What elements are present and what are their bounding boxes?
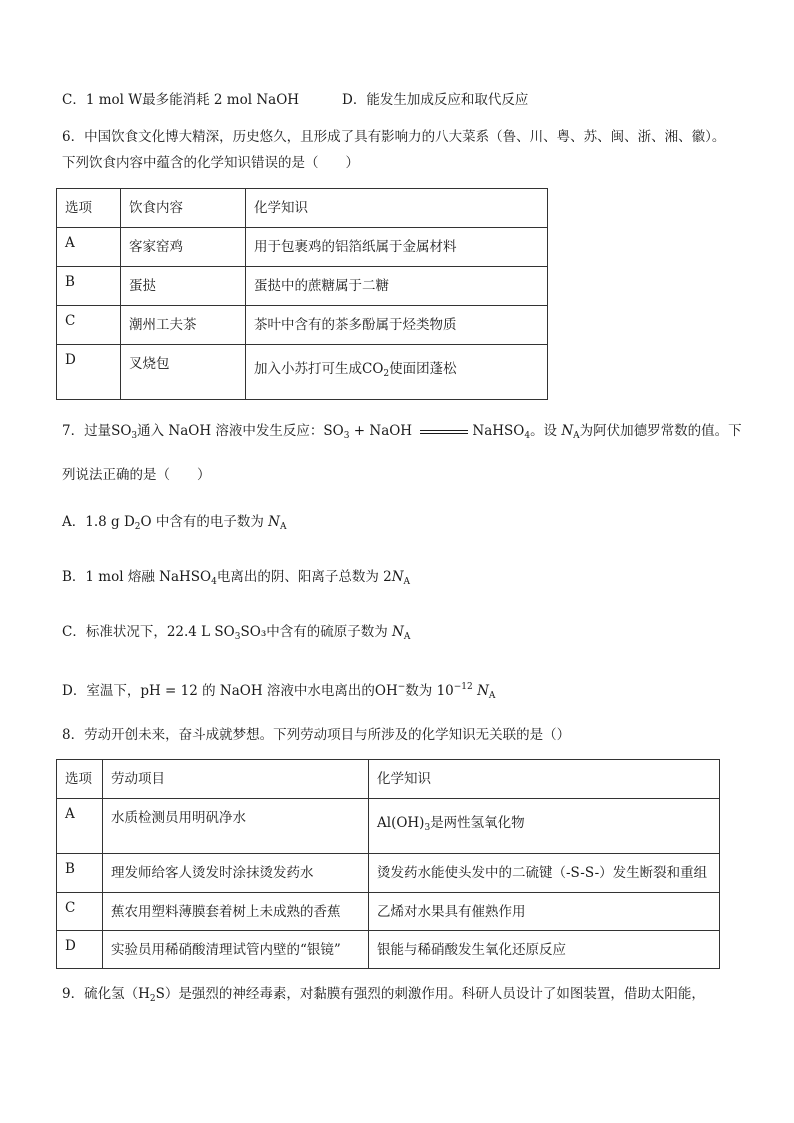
table-cell: 蛋挞中的蔗糖属于二糖 — [246, 267, 548, 306]
q7-stem-line1: 7．过量$SO_3$通入 NaOH 溶液中发生反应：$SO_3$ + NaOH NaHSO$_4$。设 $N_A$为阿伏加德罗常数的值。下 — [62, 423, 742, 441]
table-cell: 蛋挞 — [121, 267, 246, 306]
table-cell: B — [57, 267, 121, 306]
table-header-cell: 饮食内容 — [121, 189, 246, 228]
table-header-row — [57, 189, 548, 228]
table-cell: 理发师给客人烫发时涂抹烫发药水 — [103, 854, 369, 893]
q7-stem-line2: 列说法正确的是（ ） — [62, 467, 211, 483]
q8-stem: 8．劳动开创未来，奋斗成就梦想。下列劳动项目与所涉及的化学知识无关联的是（） — [62, 727, 571, 743]
table-cell: C — [57, 306, 121, 345]
table-cell: 加入小苏打可生成$CO_2$使面团蓬松 — [246, 345, 548, 400]
q7-option-a: A．1.8 g $D_2O$ 中含有的电子数为 $N_A$ — [62, 514, 287, 532]
table-header-cell: 化学知识 — [369, 760, 720, 799]
table-header-cell: 化学知识 — [246, 189, 548, 228]
table-row — [57, 267, 548, 306]
q6-stem-line2: 下列饮食内容中蕴含的化学知识错误的是（ ） — [62, 155, 359, 171]
q5-option-c: C．1 mol W最多能消耗 2 mol NaOH — [62, 92, 300, 108]
q6-table — [56, 188, 548, 400]
table-header-cell: 劳动项目 — [103, 760, 369, 799]
table-cell: 用于包裹鸡的铝箔纸属于金属材料 — [246, 228, 548, 267]
table-row — [57, 854, 720, 893]
q6-stem-line1: 6．中国饮食文化博大精深，历史悠久，且形成了具有影响力的八大菜系（鲁、川、粤、苏、闽、浙、湘、徽）。 — [62, 129, 726, 145]
q8-table — [56, 759, 720, 969]
table-row — [57, 799, 720, 854]
q9-stem: 9．硫化氢$(H_2S)$是强烈的神经毒素，对黏膜有强烈的刺激作用。科研人员设计了如图装置，借助太阳能， — [62, 986, 705, 1004]
table-cell: 潮州工夫茶 — [121, 306, 246, 345]
table-header-cell: 选项 — [57, 760, 103, 799]
table-cell: D — [57, 931, 103, 969]
table-cell: 茶叶中含有的茶多酚属于烃类物质 — [246, 306, 548, 345]
table-cell: 实验员用稀硝酸清理试管内壁的“银镜” — [103, 931, 369, 969]
table-cell: A — [57, 228, 121, 267]
table-cell: 银能与稀硝酸发生氧化还原反应 — [369, 931, 720, 969]
table-cell: 乙烯对水果具有催熟作用 — [369, 893, 720, 931]
table-cell: D — [57, 345, 121, 400]
table-cell: 客家窑鸡 — [121, 228, 246, 267]
table-header-row — [57, 760, 720, 799]
table-header-cell: 选项 — [57, 189, 121, 228]
table-row — [57, 931, 720, 969]
table-cell: B — [57, 854, 103, 893]
q7-option-b: B．1 mol 熔融 NaHSO$_4$电离出的阴、阳离子总数为 $2N_A$ — [62, 569, 411, 587]
table-row — [57, 306, 548, 345]
q7-option-d: D．室温下，pH = 12 的 NaOH 溶液中水电离出的OH−数为 $10^{-12}$ $N_A$ — [62, 682, 496, 701]
table-cell: 水质检测员用明矾净水 — [103, 799, 369, 854]
equals-arrow-icon — [420, 430, 468, 434]
table-row — [57, 228, 548, 267]
table-cell: 烫发药水能使头发中的二硫键（-S-S-）发生断裂和重组 — [369, 854, 720, 893]
table-cell: $Al(OH)_3$是两性氢氧化物 — [369, 799, 720, 854]
table-cell: 叉烧包 — [121, 345, 246, 400]
table-row — [57, 893, 720, 931]
q7-option-c: C．标准状况下，22.4 L $SO_3SO_3$中含有的硫原子数为 $N_A$ — [62, 624, 411, 642]
q5-option-d: D．能发生加成反应和取代反应 — [342, 92, 529, 108]
table-cell: 蕉农用塑料薄膜套着树上未成熟的香蕉 — [103, 893, 369, 931]
table-cell: A — [57, 799, 103, 854]
table-row — [57, 345, 548, 400]
table-cell: C — [57, 893, 103, 931]
